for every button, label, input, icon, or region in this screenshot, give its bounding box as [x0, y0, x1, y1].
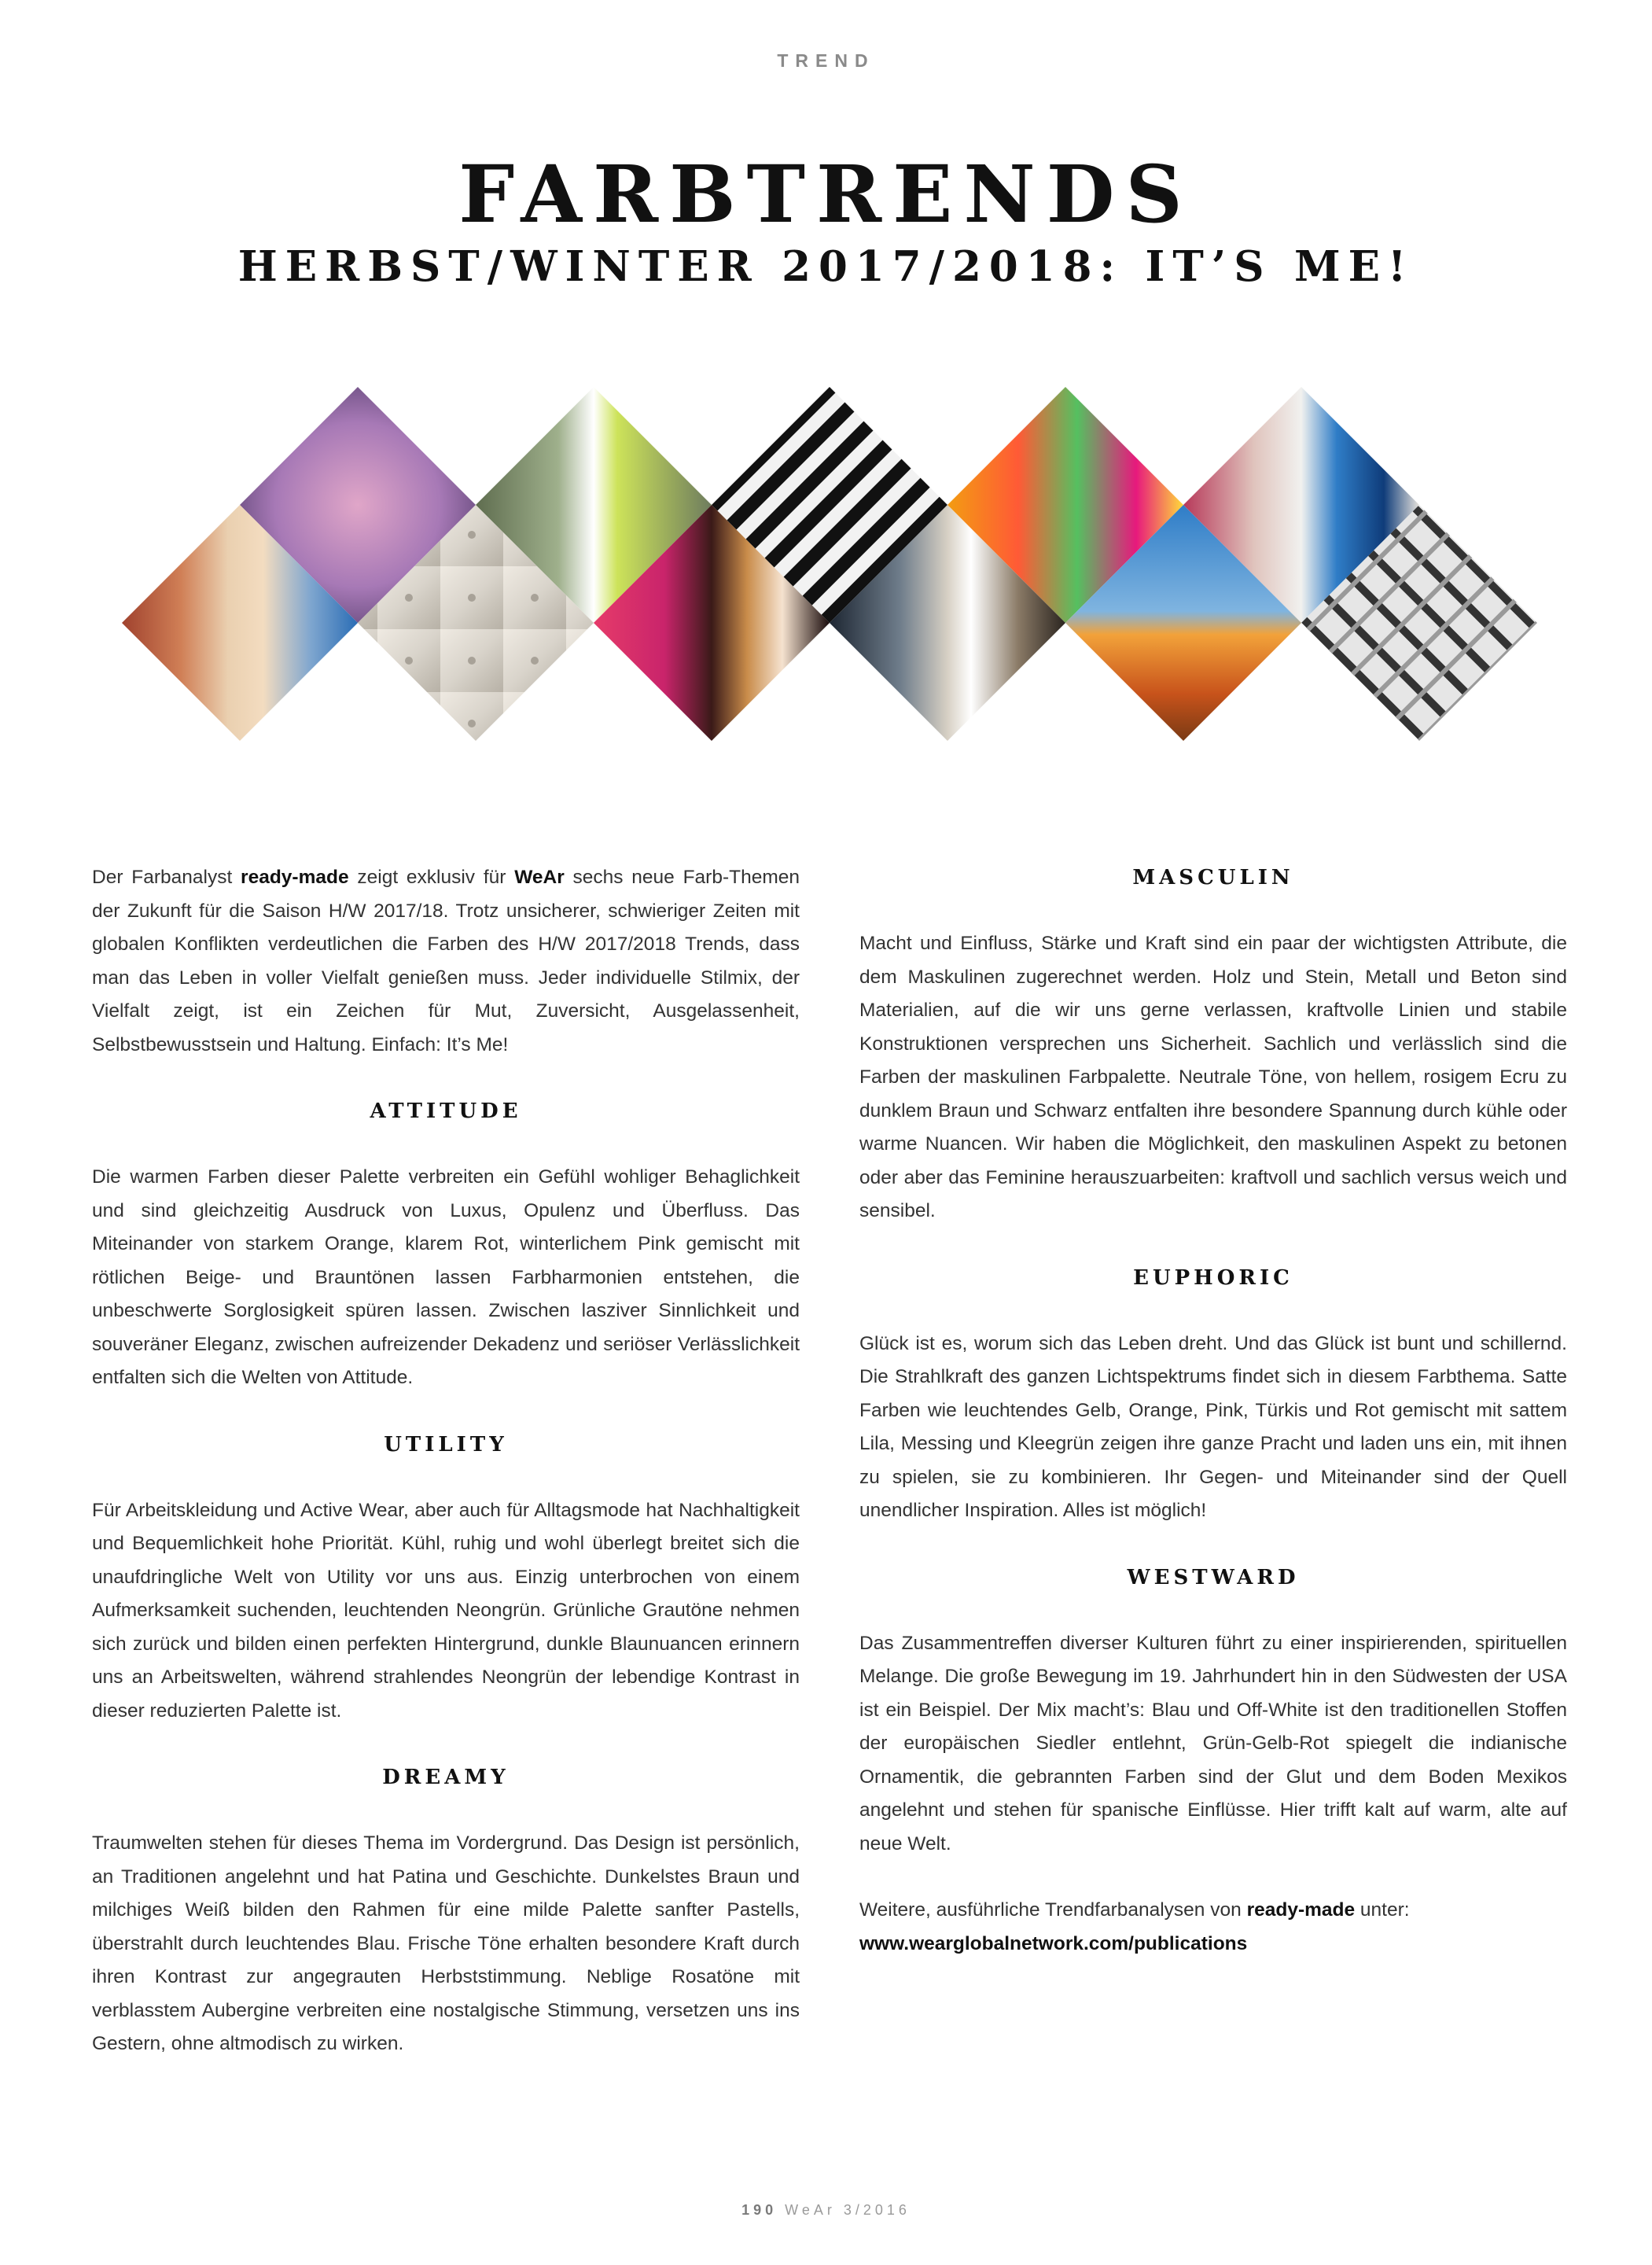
brand-ready-made-outro: ready-made	[1246, 1899, 1356, 1921]
masculin-heading: MASCULIN	[1132, 866, 1294, 889]
euphoric-heading: EUPHORIC	[1133, 1265, 1293, 1290]
outro-paragraph: Weitere, ausführliche Trendfarbanalysen von ready-made unter: www.wearglobalnetwork.com/publications	[859, 1899, 1410, 1954]
westward-heading: WESTWARD	[1127, 1565, 1300, 1589]
dreamy-text: Traumwelten stehen für dieses Thema im Vordergrund. Das Design ist persönlich, an Traditionen angelehnt und hat Patina und Geschichte. Dunkelstes Braun und milchiges Weiß bilden den Rahmen für eine milde Palette sanfter Pastells, überstrahlt durch leuchtendes Blau. Frische Töne erhalten besondere Kraft durch ihren Kontrast zur angegrauten Herbststimmung. Neblige Rosatöne mit verblasstem Aubergine verbreiten eine nostalgische Stimmung, versetzen uns ins Gestern, ohne altmodisch zu wirken.	[92, 1832, 800, 2054]
left-column	[92, 861, 800, 2094]
color-diamond-banner	[0, 378, 1652, 755]
utility-heading: UTILITY	[384, 1432, 508, 1457]
intro-paragraph: Der Farbanalyst ready-made zeigt exklusiv für WeAr sechs neue Farb-Themen der Zukunft für die Saison H/W 2017/18. Trotz unsicherer, schwieriger Zeiten mit globalen Konflikten verdeutlichen die Farben des H/W 2017/2018 Trends, dass man das Leben in voller Vielfalt genießen muss. Jeder individuelle Stilmix, der Vielfalt zeigt, ist ein Zeichen für Mut, Zuversicht, Ausgelassenheit, Selbstbewusstsein und Haltung. Einfach: It’s Me!	[92, 867, 800, 1055]
page-number: 190	[741, 2202, 778, 2218]
brand-wear: WeAr	[514, 867, 565, 888]
westward-text: Das Zusammentreffen diverser Kulturen führt zu einer inspirierenden, spirituellen Melange. Die große Bewegung im 19. Jahrhundert hin in den Südwesten der USA ist ein Beispiel. Der Mix macht’s: Blau und Off-White ist den traditionellen Stoffen der europäischen Siedler entlehnt, Grün-Gelb-Rot spiegelt die indianische Ornamentik, die gebrannten Farben sind der Glut und dem Boden Mexikos angelehnt und stehen für spanische Einflüsse. Hier trifft kalt auf warm, alte auf neue Welt.	[859, 1632, 1567, 1854]
euphoric-text: Glück ist es, worum sich das Leben dreht. Und das Glück ist bunt und schillernd. Die Strahlkraft des ganzen Lichtspektrums findet sich in diesem Farbthema. Satte Farben wie leuchtendes Gelb, Orange, Pink, Türkis und Rot gemischt mit sattem Lila, Messing und Kleegrün zeigen ihre ganze Pracht und laden uns ein, mit ihnen zu spielen, sie zu kombinieren. Ihr Gegen- und Miteinander sind der Quell unendlicher Inspiration. Alles ist möglich!	[859, 1332, 1567, 1521]
section-tag: TREND	[777, 50, 875, 71]
publications-link[interactable]: www.wearglobalnetwork.com/publications	[859, 1932, 1248, 1954]
right-column	[859, 861, 1567, 1994]
attitude-text: Die warmen Farben dieser Palette verbreiten ein Gefühl wohliger Behaglichkeit und sind gleichzeitig Ausdruck von Luxus, Opulenz und Überfluss. Das Miteinander von starkem Orange, klarem Rot, winterlichem Pink gemischt mit rötlichen Beige- und Brauntönen lassen Farbharmonien entstehen, die unbeschwerte Sorglosigkeit spüren lassen. Zwischen lasziver Sinnlichkeit und souveräner Eleganz, zwischen aufreizender Dekadenz und seriöser Verlässlichkeit entfalten sich die Welten von Attitude.	[92, 1166, 800, 1388]
attitude-heading: ATTITUDE	[370, 1099, 522, 1123]
brand-ready-made: ready-made	[241, 867, 349, 888]
issue-label: WeAr 3/2016	[785, 2202, 911, 2218]
utility-text: Für Arbeitskleidung und Active Wear, aber auch für Alltagsmode hat Nachhaltigkeit und Bequemlichkeit hohe Priorität. Kühl, ruhig und wohl überlegt breitet sich die unaufdringliche Welt von Utility vor uns aus. Einzig unterbrochen von einem Aufmerksamkeit suchenden, leuchtenden Neongrün. Grünliche Grautöne nehmen sich zurück und bilden einen perfekten Hintergrund, dunkle Blaunuancen erinnern uns an Arbeitswelten, während strahlendes Neongrün der lebendige Kontrast in dieser reduzierten Palette ist.	[92, 1499, 800, 1722]
dreamy-heading: DREAMY	[382, 1766, 510, 1789]
page-footer	[0, 2202, 1652, 2219]
page-title: FARBTRENDS	[458, 148, 1194, 241]
page-subtitle: HERBST/WINTER 2017/2018: IT’S ME!	[237, 242, 1415, 291]
masculin-text: Macht und Einfluss, Stärke und Kraft sind ein paar der wichtigsten Attribute, die dem Maskulinen zugerechnet werden. Holz und Stein, Metall und Beton sind Materialien, auf die wir uns gerne verlassen, kraftvolle Linien und stabile Konstruktionen versprechen uns Sicherheit. Sachlich und verlässlich sind die Farben der maskulinen Farbpalette. Neutrale Töne, von hellem, rosigem Ecru zu dunklem Braun und Schwarz entfalten ihre besondere Spannung durch kühle oder warme Nuancen. Wir haben die Möglichkeit, den maskulinen Aspekt zu betonen oder aber das Feminine herauszuarbeiten: kraftvoll und sachlich versus weich und sensibel.	[859, 933, 1567, 1221]
